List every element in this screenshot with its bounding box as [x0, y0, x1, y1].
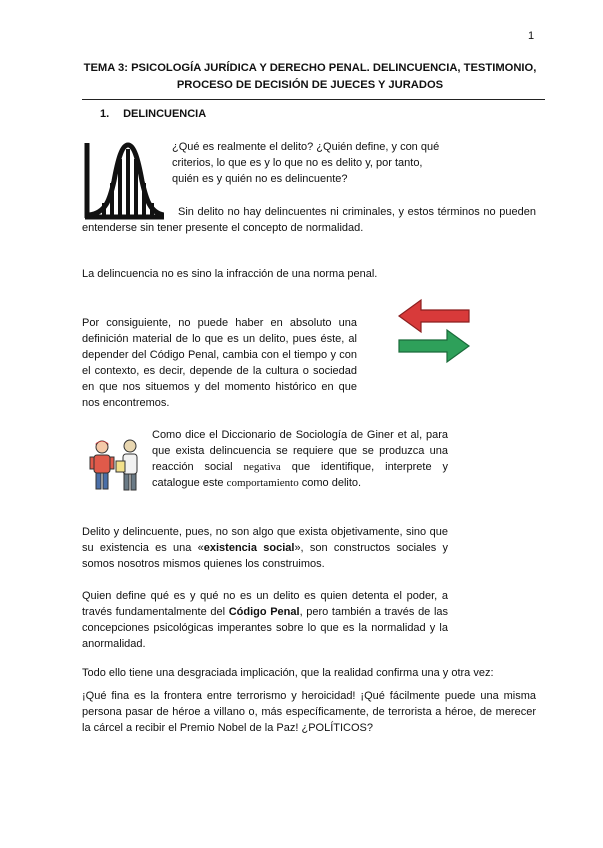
people-icon — [86, 435, 146, 495]
social-text-a: Delito y delincuente, pues, no son algo que exista objetivamente, sino que su existencia es una « — [82, 526, 448, 554]
title-divider — [82, 99, 545, 100]
implication-paragraph: Todo ello tiene una desgraciada implicación, que la realidad confirma una y otra vez: — [82, 667, 494, 679]
section-heading — [100, 108, 206, 120]
definition-paragraph: La delincuencia no es sino la infracción de una norma penal. — [82, 268, 378, 280]
dictionary-text-negativa: negativa — [243, 461, 281, 473]
context-paragraph: Por consiguiente, no puede haber en absoluto una definición material de lo que es un delito, pues éste, al depender del Código Penal, cambia con el tiempo y con el contexto, es decir, depende de la cultura o sociedad en que nos situemos y del momento histórico en que nos encontremos. — [82, 317, 357, 409]
page-number: 1 — [528, 30, 535, 42]
section-label: DELINCUENCIA — [123, 108, 207, 120]
questions-paragraph: ¿Qué es realmente el delito? ¿Quién define, y con qué criterios, lo que es y lo que no es delito y, por tanto, quién es y quién no es delincuente? — [172, 141, 440, 185]
normality-paragraph — [82, 204, 536, 236]
section-number: 1. — [100, 108, 110, 120]
power-text-a: Quien define qué es y qué no es un delito es quien detenta el poder, a través fundamentalmente del — [82, 590, 448, 618]
title-line-2: PROCESO DE DECISIÓN DE JUECES Y JURADOS — [176, 79, 444, 91]
social-text-bold: existencia social — [203, 542, 295, 554]
dictionary-paragraph — [152, 427, 448, 491]
title-line-1: TEMA 3: PSICOLOGÍA JURÍDICA Y DERECHO PENAL. DELINCUENCIA, TESTIMONIO, — [83, 62, 537, 74]
social-text-c: », son constructos sociales y somos nosotros mismos quienes los construimos. — [82, 542, 448, 570]
exclamation-paragraph: ¡Qué fina es la frontera entre terrorismo y heroicidad! ¡Qué fácilmente puede una misma persona pasar de héroe a villano o, más específicamente, de terrorista a héroe, de merecer la cárcel a recibir el Premio Nobel de la Paz! ¿POLÍTICOS? — [82, 690, 536, 734]
power-text-bold: Código Penal — [228, 606, 300, 618]
dictionary-text-comportamiento: comportamiento — [226, 477, 299, 489]
power-paragraph — [82, 588, 448, 652]
power-text-c: , pero también a través de las concepciones psicológicas imperantes sobre lo que es la normalidad y la anormalidad. — [82, 606, 449, 650]
normality-text: Sin delito no hay delincuentes ni criminales, y estos términos no pueden entenderse sin tener presente el concepto de normalidad. — [82, 206, 536, 234]
dictionary-text-c: que identifique, interprete y catalogue este — [152, 461, 449, 489]
page-title — [80, 60, 540, 94]
dictionary-text-e: como delito. — [301, 477, 362, 489]
dictionary-text-a: Como dice el Diccionario de Sociología de Giner et al, para que exista delincuencia se requiere que se produzca una reacción social — [152, 429, 448, 473]
exchange-arrows-icon — [395, 292, 473, 368]
social-paragraph — [82, 524, 448, 572]
